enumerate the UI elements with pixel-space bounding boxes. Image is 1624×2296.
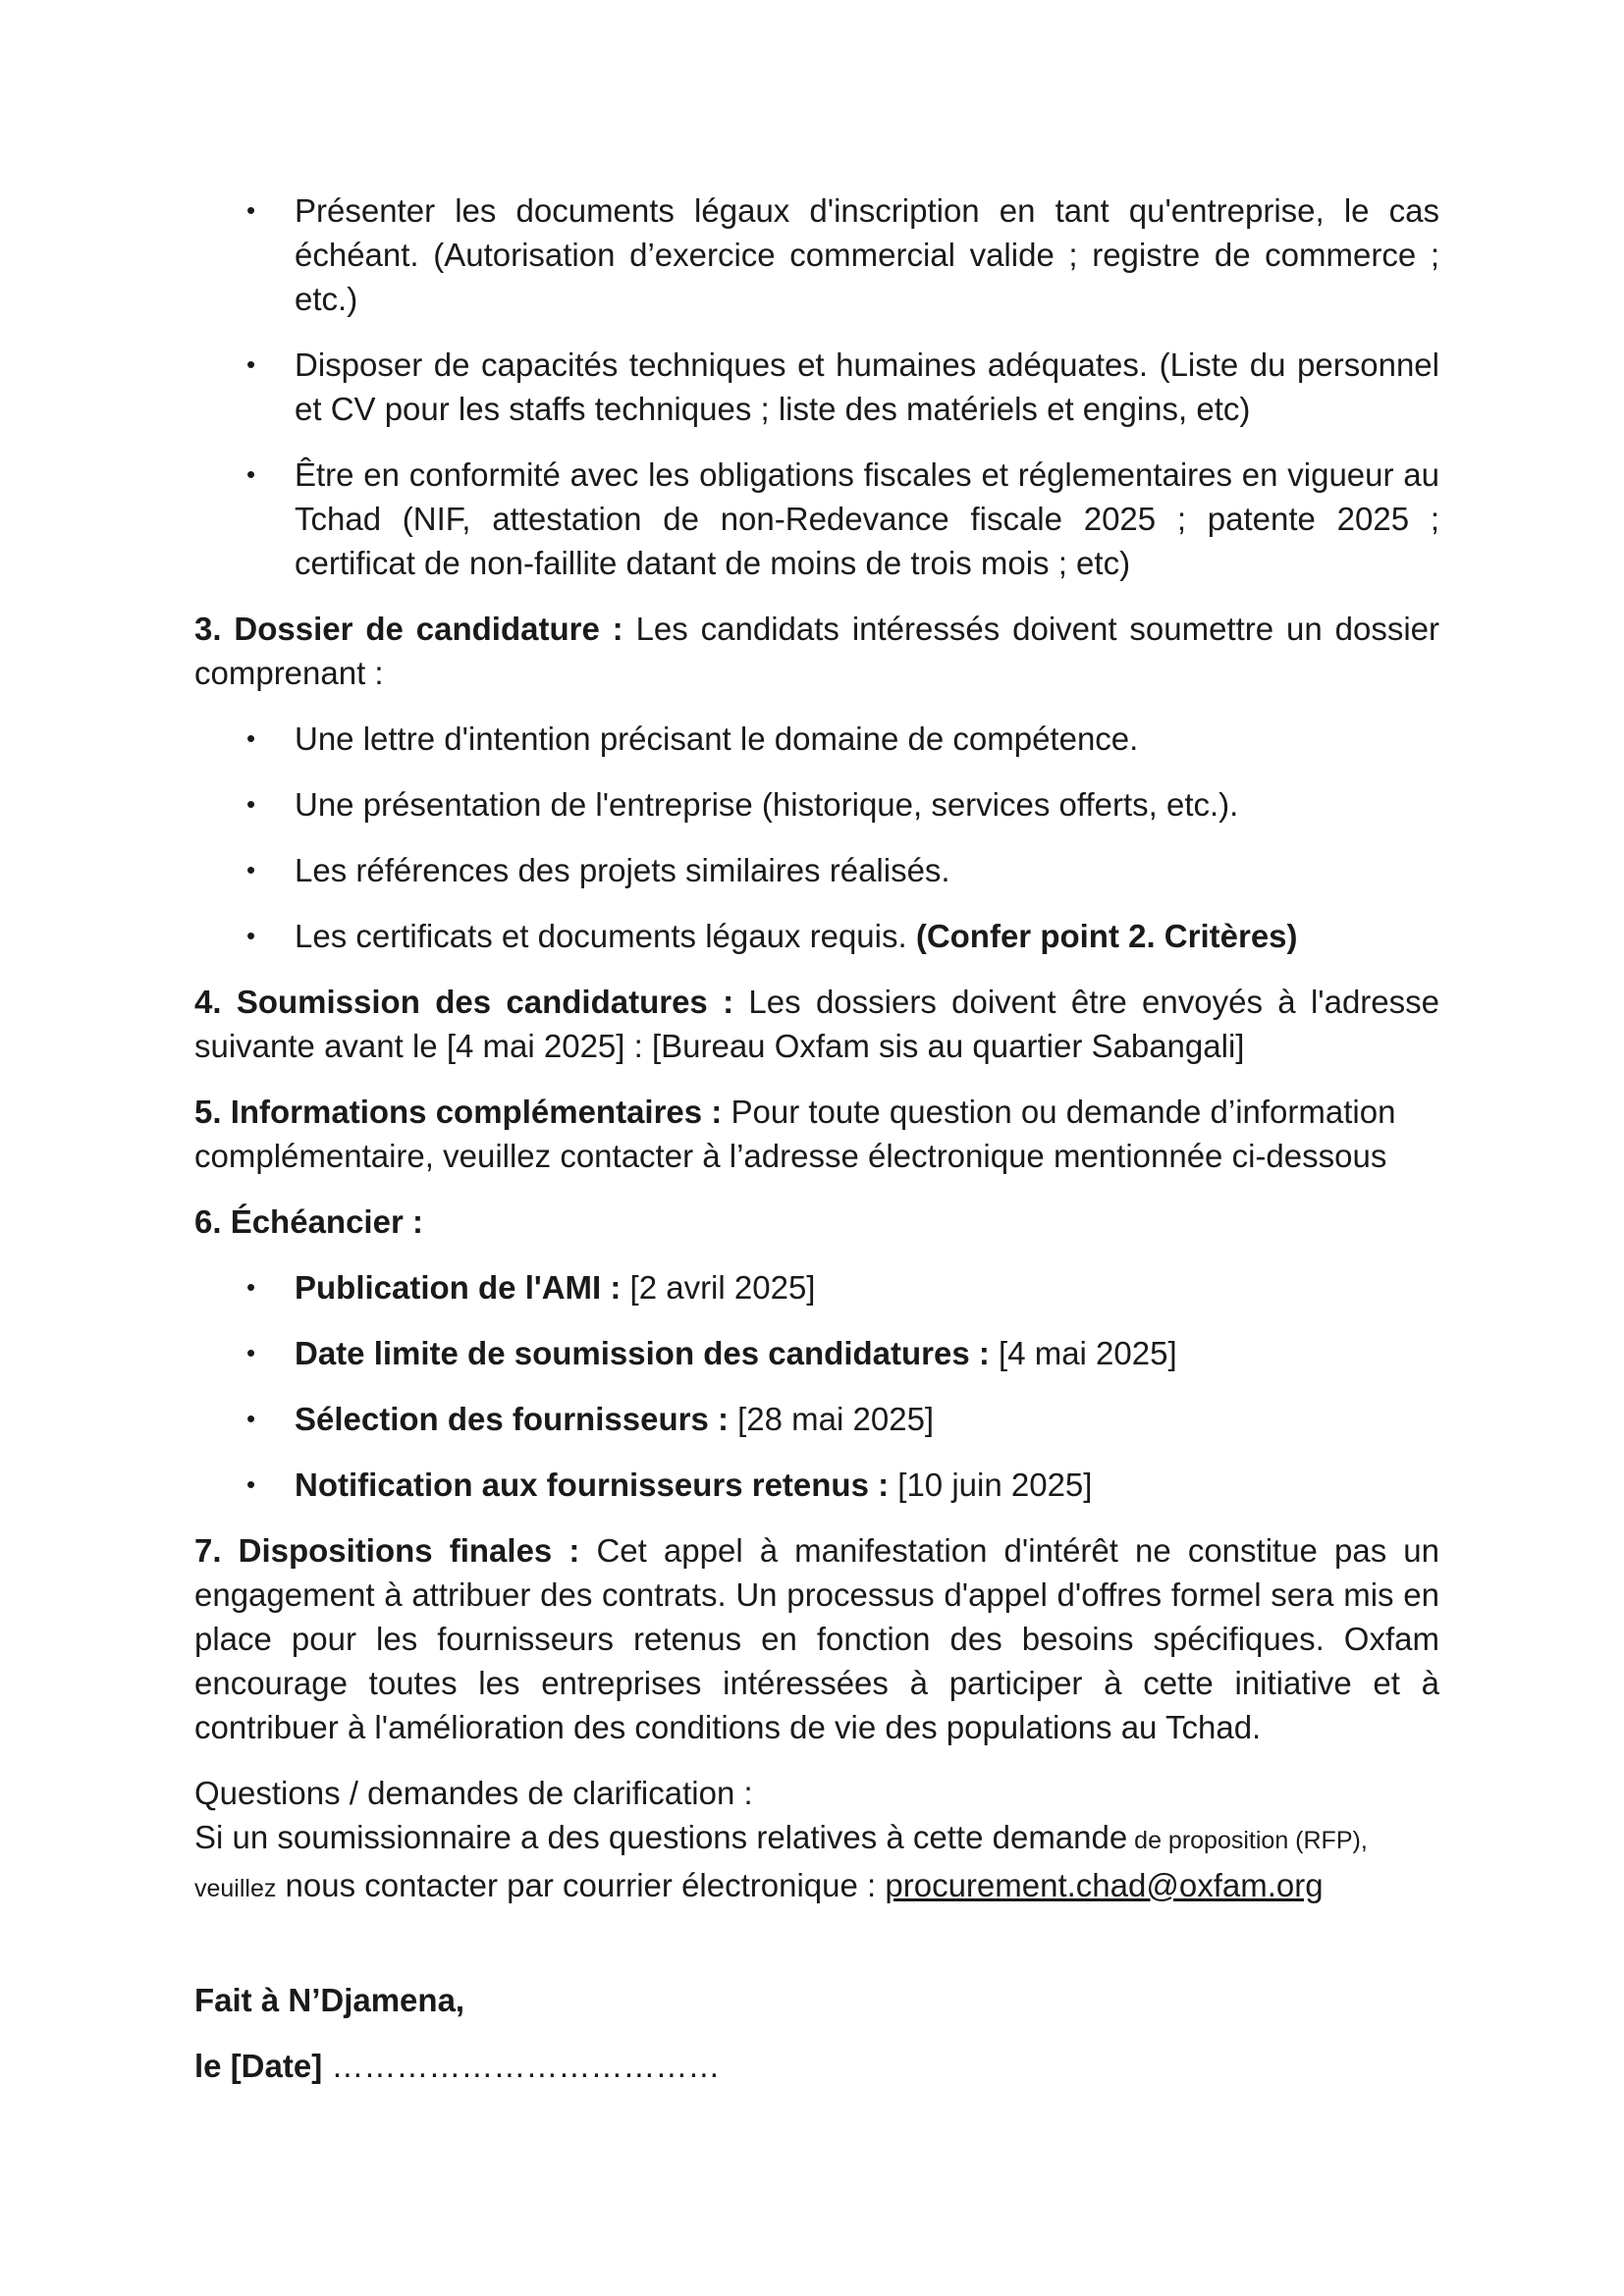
section-6-heading: 6. Échéancier : [194, 1203, 423, 1240]
list-item [194, 1397, 1439, 1441]
questions-text-small: de proposition (RFP), [1127, 1827, 1368, 1854]
section-3-heading: 3. Dossier de candidature : [194, 611, 623, 647]
signature-place-text: Fait à N’Djamena, [194, 1982, 465, 2018]
bullet-icon: • [246, 349, 256, 379]
bullet-icon: • [246, 1404, 256, 1433]
section-7-text: Cet appel à manifestation d'intérêt ne constitue pas un engagement à attribuer des contrats. Un processus d'appel d'offres formel sera mis en place pour les fournisseurs retenus en fonction des besoins spécifiques. Oxfam encourage toutes les entreprises intéressées à participer à cette initiative et à contribuer à l'amélioration des conditions de vie des populations au Tchad. [194, 1532, 1440, 1745]
signature-place [194, 1978, 1439, 2022]
criteria-reference: (Confer point 2. Critères) [915, 918, 1298, 954]
questions-text-small: veuillez [194, 1875, 277, 1902]
list-item [194, 453, 1439, 585]
application-file-list [194, 717, 1439, 958]
bullet-icon: • [246, 1272, 256, 1302]
schedule-label: Date limite de soumission des candidatures : [295, 1335, 990, 1371]
section-4-heading: 4. Soumission des candidatures : [194, 984, 734, 1020]
questions-paragraph [194, 1771, 1439, 1911]
list-item [194, 1265, 1439, 1309]
bullet-icon: • [246, 1338, 256, 1367]
bullet-icon: • [246, 723, 256, 753]
list-item-text: Une lettre d'intention précisant le domaine de compétence. [295, 721, 1139, 757]
schedule-list [194, 1265, 1439, 1507]
section-7-heading: 7. Dispositions finales : [194, 1532, 580, 1569]
criteria-list [194, 188, 1439, 585]
list-item [194, 914, 1439, 958]
list-item [194, 343, 1439, 431]
section-7-paragraph [194, 1528, 1439, 1749]
schedule-date: [2 avril 2025] [621, 1269, 816, 1306]
schedule-label: Notification aux fournisseurs retenus : [295, 1467, 890, 1503]
section-4-text: Les dossiers doivent être envoyés à l'adresse suivante avant le [4 mai 2025] : [Bureau Oxfam sis au quartier Sabangali] [194, 984, 1439, 1064]
section-6-heading-paragraph [194, 1200, 1439, 1244]
list-item [194, 782, 1439, 827]
section-5-heading: 5. Informations complémentaires : [194, 1094, 723, 1130]
section-3-paragraph [194, 607, 1439, 695]
criteria-item: Disposer de capacités techniques et humaines adéquates. (Liste du personnel et CV pour les staffs techniques ; liste des matériels et engins, etc) [295, 347, 1439, 427]
schedule-date: [10 juin 2025] [889, 1467, 1093, 1503]
list-item-text: Les certificats et documents légaux requis. [295, 918, 916, 954]
list-item-text: Les références des projets similaires réalisés. [295, 852, 950, 888]
signature-date-placeholder: ……………………………… [322, 2048, 721, 2084]
document-page [194, 188, 1439, 2109]
bullet-icon: • [246, 459, 256, 489]
schedule-date: [4 mai 2025] [989, 1335, 1177, 1371]
bullet-icon: • [246, 1469, 256, 1499]
schedule-label: Publication de l'AMI : [295, 1269, 622, 1306]
criteria-item: Présenter les documents légaux d'inscription en tant qu'entreprise, le cas échéant. (Autorisation d’exercice commercial valide ; registre de commerce ; etc.) [295, 192, 1439, 317]
bullet-icon: • [246, 855, 256, 884]
section-4-paragraph [194, 980, 1439, 1068]
bullet-icon: • [246, 195, 256, 225]
questions-text: Si un soumissionnaire a des questions relatives à cette demande [194, 1819, 1128, 1855]
bullet-icon: • [246, 789, 256, 819]
schedule-label: Sélection des fournisseurs : [295, 1401, 729, 1437]
list-item-text: Une présentation de l'entreprise (historique, services offerts, etc.). [295, 786, 1239, 823]
questions-title: Questions / demandes de clarification : [194, 1775, 753, 1811]
contact-email-link[interactable]: procurement.chad@oxfam.org [885, 1867, 1324, 1903]
criteria-item: Être en conformité avec les obligations fiscales et réglementaires en vigueur au Tchad (NIF, attestation de non-Redevance fiscale 2025 ; patente 2025 ; certificat de non-faillite datant de moins de trois mois ; etc) [295, 456, 1439, 581]
list-item [194, 188, 1439, 321]
list-item [194, 1463, 1439, 1507]
signature-date [194, 2044, 1439, 2088]
list-item [194, 1331, 1439, 1375]
schedule-date: [28 mai 2025] [728, 1401, 935, 1437]
list-item [194, 848, 1439, 892]
list-item [194, 717, 1439, 761]
spacer [194, 1933, 1439, 1978]
section-3-text: Les candidats intéressés doivent soumettre un dossier comprenant : [194, 611, 1439, 691]
questions-text: nous contacter par courrier électronique : [276, 1867, 886, 1903]
bullet-icon: • [246, 921, 256, 950]
section-5-paragraph [194, 1090, 1439, 1178]
section-5-text: Pour toute question ou demande d’information complémentaire, veuillez contacter à l’adresse électronique mentionnée ci-dessous [194, 1094, 1396, 1174]
signature-date-label: le [Date] [194, 2048, 323, 2084]
